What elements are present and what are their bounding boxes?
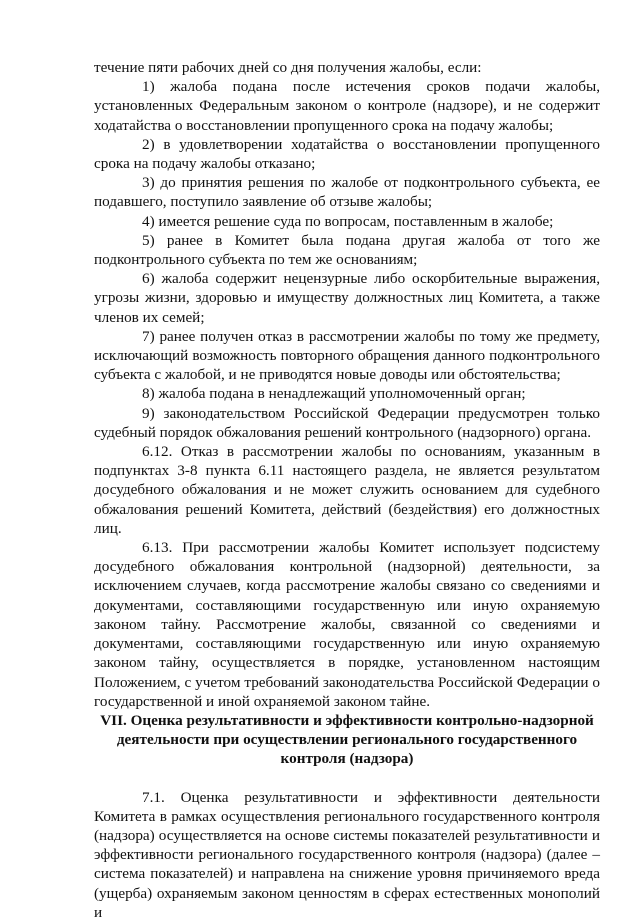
clause-6-12: 6.12. Отказ в рассмотрении жалобы по основаниям, указанным в подпунктах 3-8 пункта 6.11 настоящего раздела, не является результатом досудебного обжалования и не может служить основанием для судебного обжалования решений Комитета, действий (бездействия) его должностных лиц. [94, 443, 600, 537]
list-item-2: 2) в удовлетворении ходатайства о восстановлении пропущенного срока на подачу жалобы отказано; [94, 135, 600, 173]
list-item-3: 3) до принятия решения по жалобе от подконтрольного субъекта, ее подавшего, поступило заявление об отзыве жалобы; [94, 174, 600, 211]
list-item-6: 6) жалоба содержит нецензурные либо оскорбительные выражения, угрозы жизни, здоровью и имуществу должностных лиц Комитета, а также членов их семей; [94, 270, 600, 326]
list-item-7: 7) ранее получен отказ в рассмотрении жалобы по тому же предмету, исключающий возможность повторного обращения данного подконтрольного субъекта с жалобой, и не приводятся новые доводы или обстоятельства; [94, 327, 600, 384]
section-heading: VII. Оценка результативности и эффективности контрольно-надзорной деятельности при осуществлении регионального государственного контроля (надзора) [100, 711, 594, 768]
clause-7-1: 7.1. Оценка результативности и эффективности деятельности Комитета в рамках осуществления регионального государственного контроля (надзора) осуществляется на основе системы показателей результативности и эффективности регионального государственного контроля (надзора) (далее – система показателей) и направлена на снижение уровня причиняемого вреда (ущерба) охраняемым законом ценностям в сферах естественных монополий и [94, 788, 600, 921]
list-item-5: 5) ранее в Комитет была подана другая жалоба от того же подконтрольного субъекта по тем же основаниям; [94, 231, 600, 269]
list-item-9: 9) законодательством Российской Федерации предусмотрен только судебный порядок обжалования решений контрольного (надзорного) органа. [94, 404, 600, 441]
list-item-1: 1) жалоба подана после истечения сроков подачи жалобы, установленных Федеральным законом о контроле (надзоре), и не содержит ходатайства о восстановлении пропущенного срока на подачу жалобы; [94, 78, 600, 134]
list-item-4: 4) имеется решение суда по вопросам, поставленным в жалобе; [142, 212, 554, 230]
document-page [94, 58, 600, 922]
list-item-8: 8) жалоба подана в ненадлежащий уполномоченный орган; [142, 385, 526, 403]
paragraph-intro: течение пяти рабочих дней со дня получения жалобы, если: [94, 59, 482, 76]
clause-6-13: 6.13. При рассмотрении жалобы Комитет использует подсистему досудебного обжалования контрольной (надзорной) деятельности, за исключением случаев, когда рассмотрение жалобы связано со сведениями и документами, составляющими государственную или иную охраняемую законом тайну. Рассмотрение жалобы, связанной со сведениями и документами, составляющими государственную или иную охраняемую законом тайну, осуществляется в порядке, установленном настоящим Положением, с учетом требований законодательства Российской Федерации о государственной и иной охраняемой законом тайне. [94, 539, 600, 710]
